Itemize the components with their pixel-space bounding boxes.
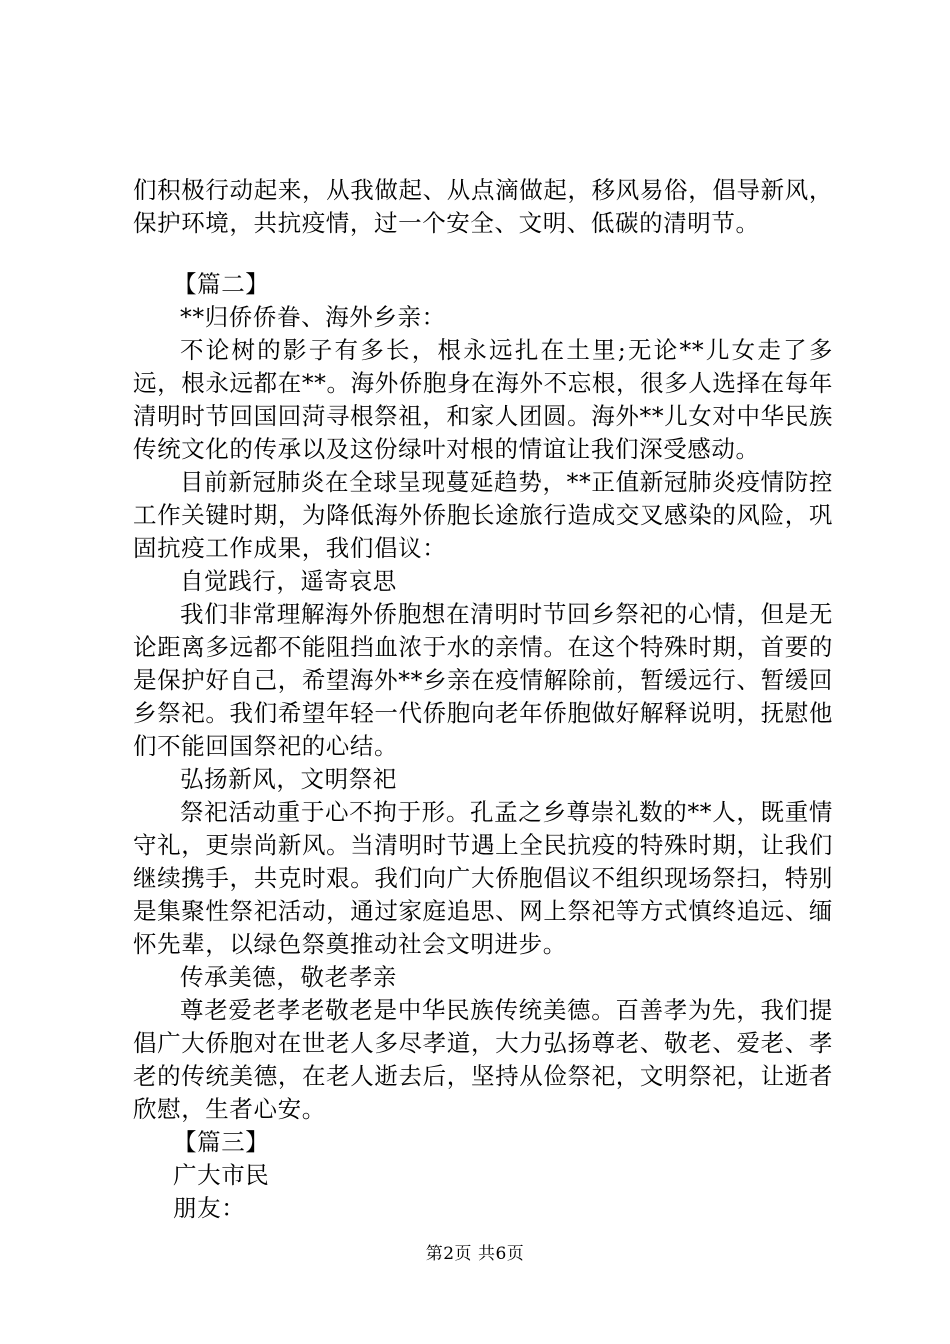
section-two-subheading-1: 自觉践行，遥寄哀思 [180,567,397,595]
section-two-subheading-2: 弘扬新风，文明祭祀 [180,765,397,793]
section-three-line-2: 朋友： [173,1194,246,1222]
section-two-paragraph-2: 目前新冠肺炎在全球呈现蔓延趋势，**正值新冠肺炎疫情防控工作关键时期，为降低海外侨胞长途旅行造成交叉感染的风险，巩固抗疫工作成果，我们倡议： [133,468,833,562]
continuation-paragraph: 们积极行动起来，从我做起、从点滴做起，移风易俗，倡导新风，保护环境，共抗疫情，过一个安全、文明、低碳的清明节。 [133,176,833,237]
section-two-paragraph-3: 我们非常理解海外侨胞想在清明时节回乡祭祀的心情，但是无论距离多远都不能阻挡血浓于水的亲情。在这个特殊时期，首要的是保护好自己，希望海外**乡亲在疫情解除前，暂缓远行、暂缓回乡祭祀。我们希望年轻一代侨胞向老年侨胞做好解释说明，抚慰他们不能回国祭祀的心结。 [133,600,833,760]
section-two-paragraph-5: 尊老爱老孝老敬老是中华民族传统美德。百善孝为先，我们提倡广大侨胞对在世老人多尽孝道，大力弘扬尊老、敬老、爱老、孝老的传统美德，在老人逝去后，坚持从俭祭祀，文明祭祀，让逝者欣慰，生者心安。 [133,996,833,1123]
section-two-heading: 【篇二】 [173,270,270,298]
section-three-heading: 【篇三】 [173,1128,270,1156]
page-footer [0,1243,950,1265]
page-number-label: 第2页 共6页 [425,1244,525,1264]
section-two-salutation: **归侨侨眷、海外乡亲： [180,303,446,331]
section-two-subheading-3: 传承美德，敬老孝亲 [180,963,397,991]
continuation-block [133,174,833,240]
section-two-paragraph-4: 祭祀活动重于心不拘于形。孔孟之乡尊崇礼数的**人，既重情守礼，更崇尚新风。当清明时节遇上全民抗疫的特殊时期，让我们继续携手，共克时艰。我们向广大侨胞倡议不组织现场祭扫，特别是集聚性祭祀活动，通过家庭追思、网上祭祀等方式慎终追远、缅怀先辈，以绿色祭奠推动社会文明进步。 [133,798,833,958]
section-two-paragraph-1: 不论树的影子有多长，根永远扎在土里;无论**儿女走了多远，根永远都在**。海外侨胞身在海外不忘根，很多人选择在每年清明时节回国回菏寻根祭祖，和家人团圆。海外**儿女对中华民族传统文化的传承以及这份绿叶对根的情谊让我们深受感动。 [133,336,833,463]
section-two [133,268,833,1225]
section-three-line-1: 广大市民 [173,1161,270,1189]
